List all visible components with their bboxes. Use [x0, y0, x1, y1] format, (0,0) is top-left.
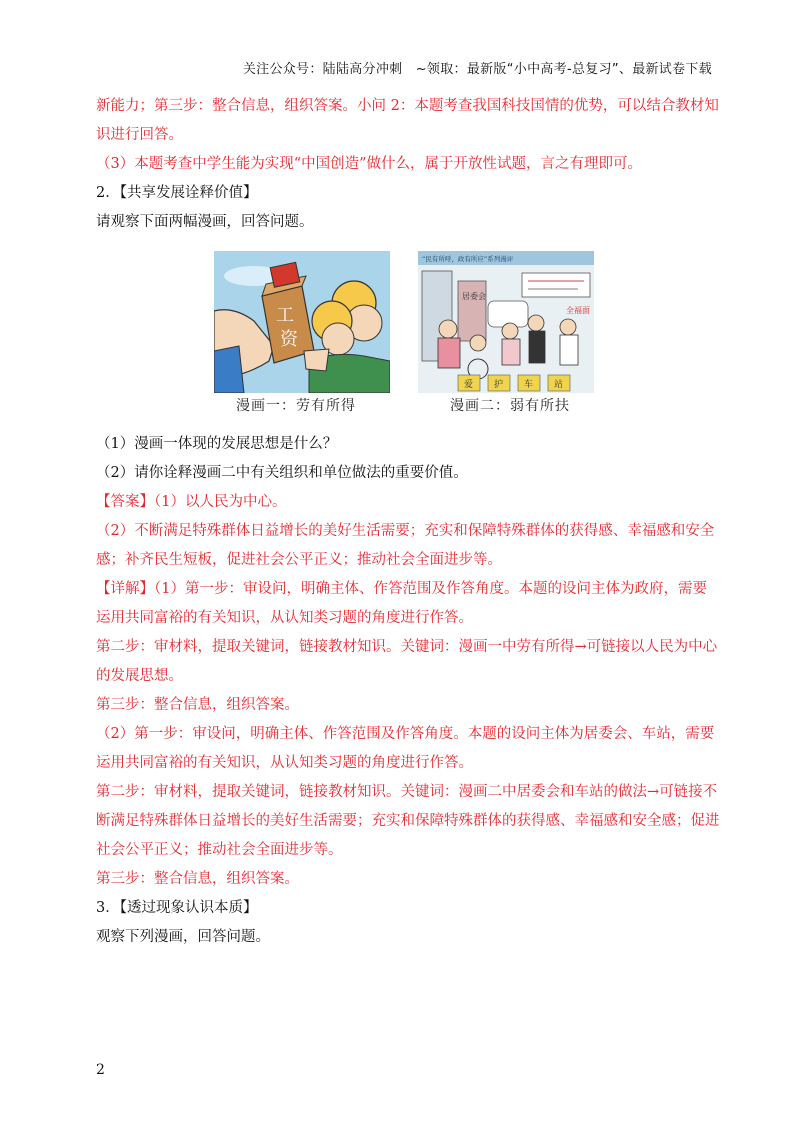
detail-line: 断满足特殊群体日益增长的美好生活需要；充实和保障特殊群体的获得感、幸福感和安全感；促进: [96, 813, 720, 829]
cartoon-2-sign: 全福面: [566, 306, 590, 315]
detail-line: 第二步：审材料，提取关键词，链接教材知识。关键词：漫画一中劳有所得→可链接以人民为中心: [96, 639, 718, 655]
detail-line: 【详解】（1）第一步：审设问，明确主体、作答范围及作答角度。本题的设问主体为政府，需要: [96, 581, 707, 597]
detail-line: （2）第一步：审设问，明确主体、作答范围及作答角度。本题的设问主体为居委会、车站，需要: [96, 726, 715, 742]
instruction: 请观察下面两幅漫画，回答问题。: [96, 214, 314, 230]
cartoon-1-caption: 漫画一：劳有所得: [236, 398, 356, 414]
cartoon-2-sign: 居委会: [462, 292, 486, 301]
answer-line: 感；补齐民生短板，促进社会公平正义；推动社会全面进步等。: [96, 552, 502, 568]
detail-line: 运用共同富裕的有关知识，从认知类习题的角度进行作答。: [96, 755, 473, 771]
question-heading: 3．【透过现象认识本质】: [96, 900, 258, 916]
cartoon-1-box-label: 资: [280, 329, 298, 350]
detail-line: 第二步：审材料，提取关键词，链接教材知识。关键词：漫画二中居委会和车站的做法→可链接不: [96, 784, 718, 800]
question-heading: 2．【共享发展诠释价值】: [96, 185, 258, 201]
detail-line: 的发展思想。: [96, 668, 183, 684]
text-line: （3）本题考查中学生能为实现“中国创造”做什么，属于开放性试题，言之有理即可。: [96, 156, 643, 172]
instruction: 观察下列漫画，回答问题。: [96, 929, 270, 945]
text-line: 新能力；第三步：整合信息，组织答案。小问 2：本题考查我国科技国情的优势，可以结合教材知: [96, 98, 719, 114]
answer-line: （2）不断满足特殊群体日益增长的美好生活需要；充实和保障特殊群体的获得感、幸福感和安全: [96, 523, 715, 539]
cartoon-2-floor-label: 爱: [464, 380, 474, 390]
page-header: 关注公众号：陆陆高分冲刺 ~领取：最新版“小中高考-总复习”、最新试卷下载: [242, 62, 712, 77]
text-line: 识进行回答。: [96, 127, 183, 143]
question-line: （2）请你诠释漫画二中有关组织和单位做法的重要价值。: [96, 465, 468, 481]
question-line: （1）漫画一体现的发展思想是什么？: [96, 436, 338, 452]
cartoon-2-caption: 漫画二：弱有所扶: [450, 398, 570, 414]
cartoon-1-image: [214, 251, 390, 393]
page-number: 2: [96, 1062, 105, 1078]
cartoon-figure: [96, 243, 712, 428]
detail-line: 第三步：整合信息，组织答案。: [96, 871, 299, 887]
detail-line: 运用共同富裕的有关知识，从认知类习题的角度进行作答。: [96, 610, 473, 626]
cartoon-2-image: [418, 251, 594, 393]
cartoon-2-floor-label: 站: [554, 380, 564, 390]
cartoon-2-banner: “民有所呼，政有所应”系列漫评: [422, 255, 514, 263]
detail-line: 社会公平正义；推动社会全面进步等。: [96, 842, 343, 858]
detail-line: 第三步：整合信息，组织答案。: [96, 697, 299, 713]
cartoon-2-floor-label: 护: [494, 380, 504, 390]
cartoon-1-box-label: 工: [276, 305, 294, 326]
answer-line: 【答案】（1）以人民为中心。: [96, 494, 287, 510]
cartoon-2-floor-label: 车: [524, 380, 534, 390]
document-body: [96, 92, 720, 952]
